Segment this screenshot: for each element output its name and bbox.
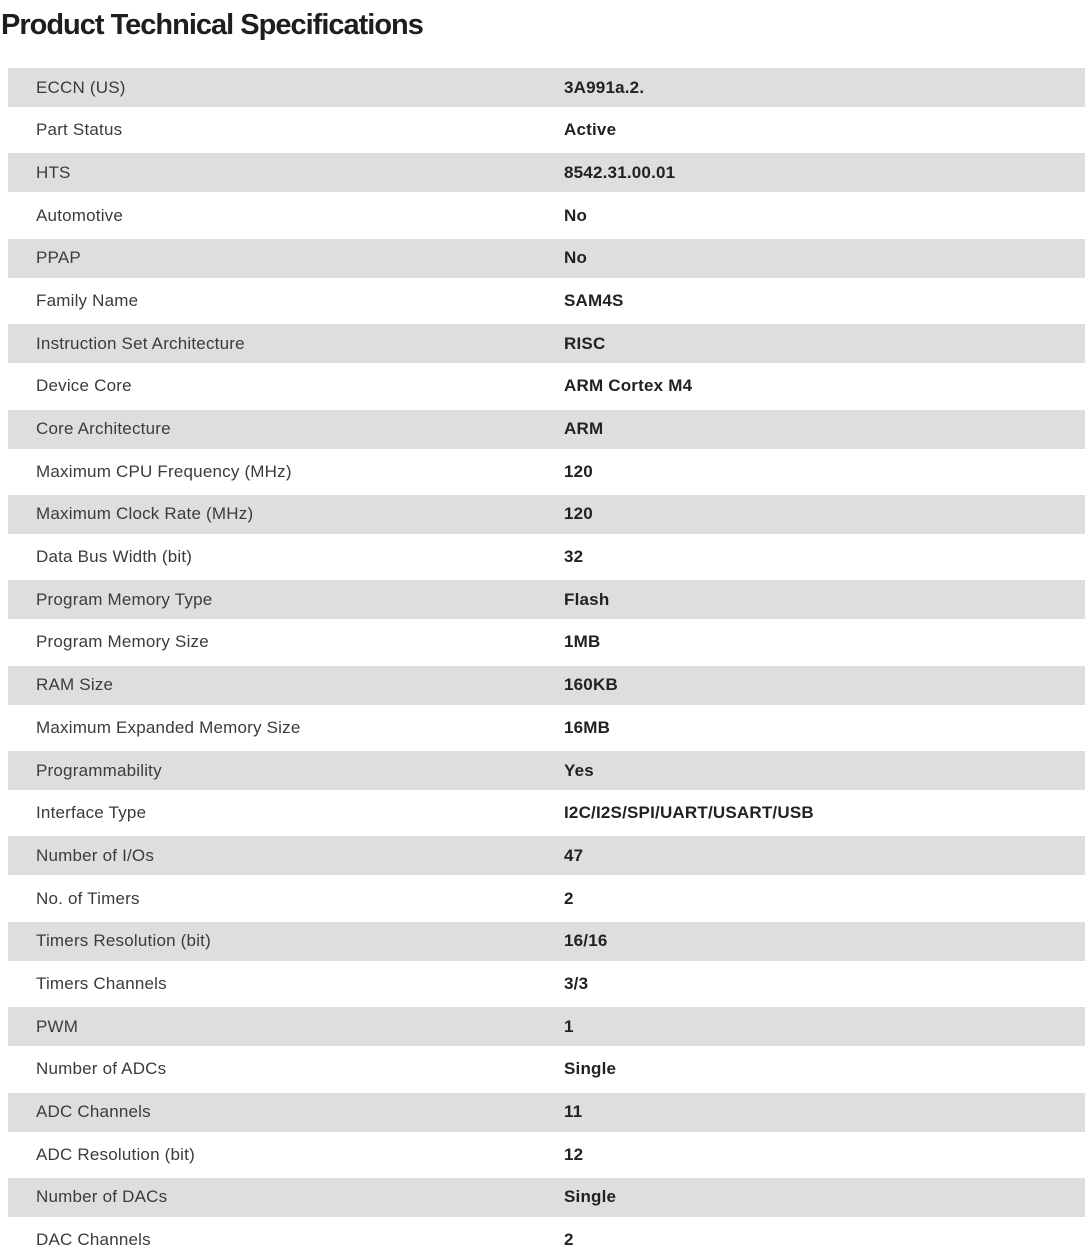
- spec-value: 2: [564, 888, 574, 908]
- spec-value: RISC: [564, 333, 606, 353]
- spec-value: 16MB: [564, 717, 611, 737]
- spec-label: Number of DACs: [36, 1187, 168, 1207]
- table-row: [8, 1178, 1085, 1217]
- table-row: [8, 452, 1085, 491]
- spec-label: Maximum CPU Frequency (MHz): [36, 461, 292, 481]
- table-row: [8, 1093, 1085, 1132]
- table-row: [8, 281, 1085, 320]
- spec-label: ADC Channels: [36, 1102, 151, 1121]
- table-row: [8, 538, 1085, 577]
- spec-label: RAM Size: [36, 675, 114, 695]
- spec-value: 16/16: [564, 931, 608, 951]
- spec-label: Data Bus Width (bit): [36, 547, 193, 567]
- spec-label: PPAP: [36, 248, 81, 268]
- table-row: [8, 153, 1085, 192]
- table-row: [8, 580, 1085, 619]
- table-row: [8, 111, 1085, 150]
- spec-label: Core Architecture: [36, 419, 171, 438]
- spec-label: Timers Channels: [36, 973, 167, 993]
- spec-value: 120: [564, 504, 593, 524]
- spec-label: Family Name: [36, 290, 139, 310]
- spec-label: Interface Type: [36, 803, 147, 823]
- table-row: [8, 367, 1085, 406]
- table-row: [8, 836, 1085, 875]
- table-row: [8, 751, 1085, 790]
- table-row: [8, 1221, 1085, 1260]
- table-row: [8, 623, 1085, 662]
- page-title: Product Technical Specifications: [1, 9, 423, 41]
- spec-value: 2: [564, 1230, 574, 1250]
- spec-value: 3A991a.2.: [564, 77, 645, 97]
- spec-value: 47: [564, 845, 584, 865]
- spec-label: Device Core: [36, 376, 132, 396]
- spec-label: Program Memory Size: [36, 632, 209, 652]
- spec-value: Yes: [564, 760, 594, 780]
- table-row: [8, 324, 1085, 363]
- spec-value: 11: [564, 1102, 583, 1121]
- spec-label: No. of Timers: [36, 888, 140, 908]
- table-row: [8, 1050, 1085, 1089]
- spec-value: 160KB: [564, 675, 618, 695]
- table-row: [8, 196, 1085, 235]
- table-row: [8, 879, 1085, 918]
- spec-label: Instruction Set Architecture: [36, 333, 245, 353]
- spec-label: PWM: [36, 1016, 79, 1036]
- spec-value: ARM: [564, 419, 604, 438]
- table-row: [8, 708, 1085, 747]
- spec-value: 32: [564, 547, 584, 567]
- spec-table: [8, 68, 1085, 1260]
- spec-value: ARM Cortex M4: [564, 376, 693, 396]
- table-row: [8, 495, 1085, 534]
- spec-value: SAM4S: [564, 290, 624, 310]
- spec-label: Maximum Expanded Memory Size: [36, 717, 301, 737]
- table-row: [8, 239, 1085, 278]
- spec-value: Active: [564, 120, 617, 140]
- spec-label: HTS: [36, 162, 71, 182]
- spec-value: No: [564, 205, 588, 225]
- spec-label: Part Status: [36, 120, 123, 140]
- table-row: [8, 922, 1085, 961]
- spec-value: 12: [564, 1144, 584, 1164]
- table-row: [8, 1135, 1085, 1174]
- spec-value: Single: [564, 1187, 617, 1207]
- spec-value: 120: [564, 461, 593, 481]
- spec-label: Number of ADCs: [36, 1059, 167, 1079]
- spec-value: Flash: [564, 589, 610, 609]
- spec-label: Program Memory Type: [36, 589, 213, 609]
- spec-value: Single: [564, 1059, 617, 1079]
- table-row: [8, 410, 1085, 449]
- table-row: [8, 794, 1085, 833]
- spec-label: Number of I/Os: [36, 845, 155, 865]
- spec-value: No: [564, 248, 588, 268]
- table-row: [8, 666, 1085, 705]
- spec-label: Maximum Clock Rate (MHz): [36, 504, 254, 524]
- spec-value: 1MB: [564, 632, 601, 652]
- spec-label: Timers Resolution (bit): [36, 931, 211, 951]
- spec-label: ADC Resolution (bit): [36, 1144, 195, 1164]
- spec-label: DAC Channels: [36, 1230, 151, 1250]
- spec-label: Automotive: [36, 205, 124, 225]
- table-row: [8, 68, 1085, 107]
- table-row: [8, 964, 1085, 1003]
- spec-value: 3/3: [564, 973, 589, 993]
- spec-label: Programmability: [36, 760, 162, 780]
- spec-value: 1: [564, 1016, 574, 1036]
- spec-value: I2C/I2S/SPI/UART/USART/USB: [564, 803, 814, 823]
- spec-label: ECCN (US): [36, 77, 126, 97]
- table-row: [8, 1007, 1085, 1046]
- spec-value: 8542.31.00.01: [564, 162, 676, 182]
